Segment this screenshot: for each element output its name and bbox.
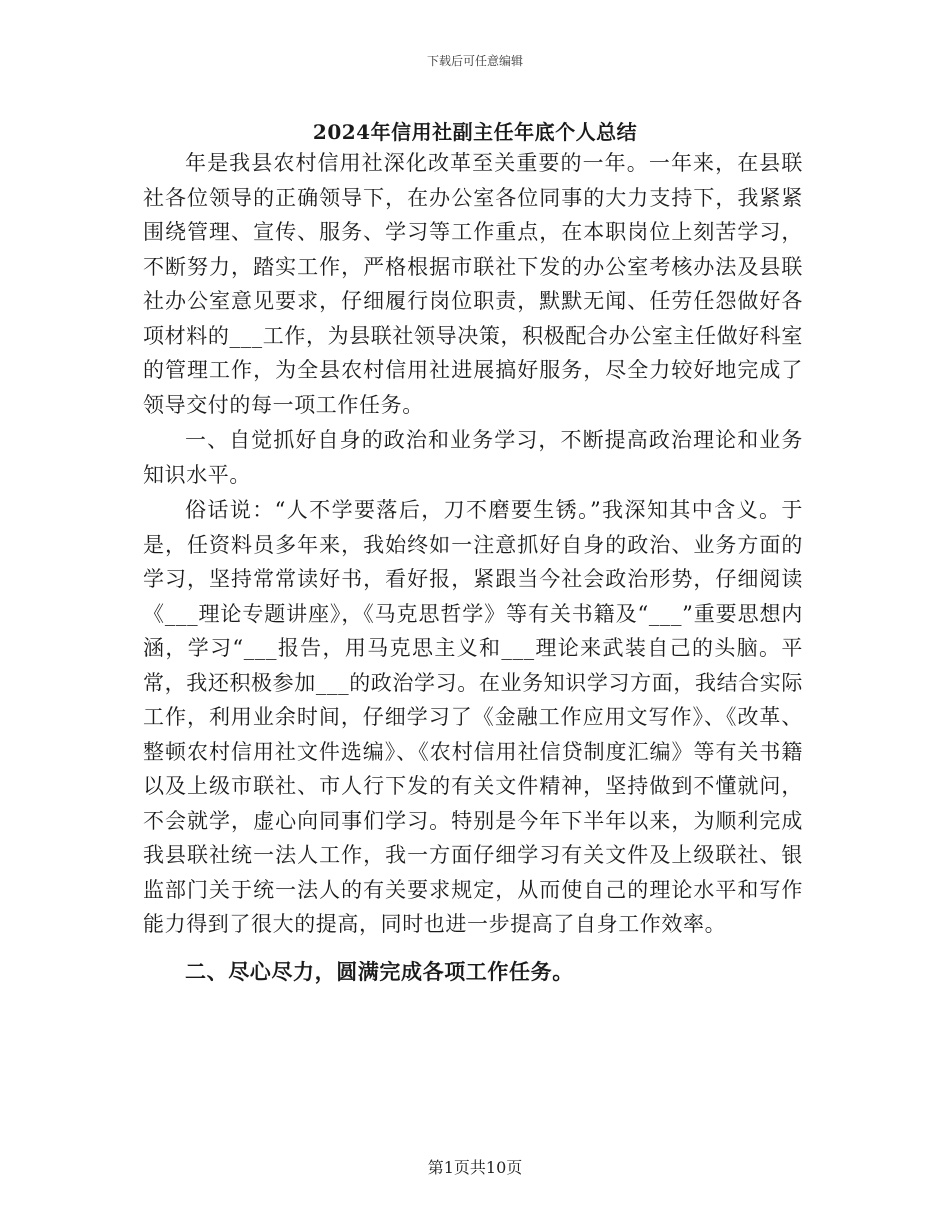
header-note: 下载后可任意编辑: [426, 54, 523, 68]
section-heading-2: 二、尽心尽力，圆满完成各项工作任务。: [185, 958, 574, 984]
paragraph-study: 俗话说：“人不学要落后，刀不磨要生锈。”我深知其中含义。于是，任资料员多年来，我始终如一注意抓好自身的政治、业务方面的学习，坚持常常读好书，看好报，紧跟当今社会政治形势，仔细阅读《___理论专题讲座》，《马克思哲学》等有关书籍及“___”重要思想内涵，学习“___报告，用马克思主义和___理论来武装自己的头脑。平常，我还积极参加___的政治学习。在业务知识学习方面，我结合实际工作，利用业余时间，仔细学习了《金融工作应用文写作》、《改革、整顿农村信用社文件选编》、《农村信用社信贷制度汇编》等有关书籍以及上级市联社、市人行下发的有关文件精神，坚持做到不懂就问，不会就学，虚心向同事们学习。特别是今年下半年以来，为顺利完成我县联社统一法人工作，我一方面仔细学习有关文件及上级联社、银监部门关于统一法人的有关要求规定，从而使自己的理论水平和写作能力得到了很大的提高，同时也进一步提高了自身工作效率。: [143, 498, 803, 936]
section-heading-1: 一、自觉抓好自身的政治和业务学习，不断提高政治理论和业务知识水平。: [143, 428, 803, 487]
paragraph-intro: 年是我县农村信用社深化改革至关重要的一年。一年来，在县联社各位领导的正确领导下，在办公室各位同事的大力支持下，我紧紧围绕管理、宣传、服务、学习等工作重点，在本职岗位上刻苦学习，不断努力，踏实工作，严格根据市联社下发的办公室考核办法及县联社办公室意见要求，仔细履行岗位职责，默默无闻、任劳任怨做好各项材料的___工作，为县联社领导决策，积极配合办公室主任做好科室的管理工作，为全县农村信用社进展搞好服务，尽全力较好地完成了领导交付的每一项工作任务。: [143, 151, 803, 417]
document-body: [143, 146, 803, 989]
document-title: 2024年信用社副主任年底个人总结: [312, 120, 638, 144]
page-number: 第1页共10页: [427, 1158, 523, 1177]
